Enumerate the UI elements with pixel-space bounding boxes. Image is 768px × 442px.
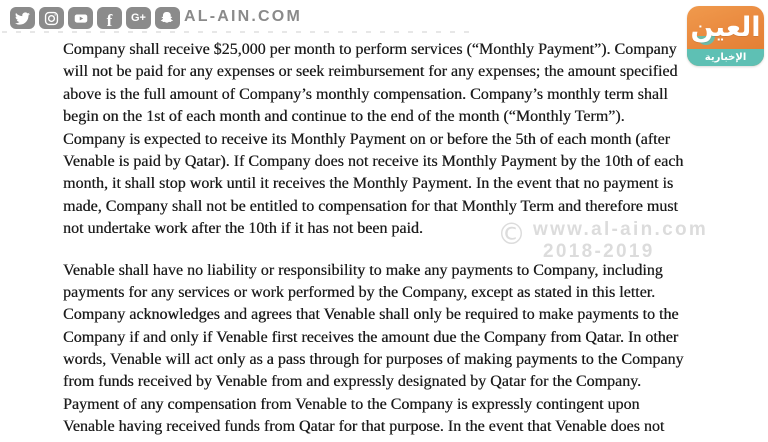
twitter-bird-glyph bbox=[15, 11, 30, 26]
doc-line: Venable is paid by Qatar). If Company does not receive its Monthly Payment by the 10th of each bbox=[63, 152, 684, 170]
logo-banner-text: الإخبارية bbox=[687, 49, 764, 66]
document-paragraph-2 bbox=[63, 260, 723, 439]
facebook-icon[interactable] bbox=[97, 7, 122, 29]
doc-line: Venable having received funds from Qatar for that purpose. In the event that Venable does not bbox=[63, 418, 665, 436]
doc-line: above is the full amount of Company’s monthly compensation. Company’s monthly term shall bbox=[63, 85, 668, 103]
doc-line: Company is expected to receive its Monthly Payment on or before the 5th of each month (after bbox=[63, 130, 670, 148]
doc-line: Company acknowledges and agrees that Venable shall only be required to make payments to the bbox=[63, 306, 679, 324]
snapchat-icon[interactable] bbox=[155, 7, 180, 29]
scanned-document bbox=[63, 39, 723, 439]
doc-line: made, Company shall not be entitled to compensation for that Monthly Term and therefore must bbox=[63, 197, 678, 215]
doc-line: Venable shall have no liability or responsibility to make any payments to Company, including bbox=[63, 261, 663, 279]
doc-line: not undertake work after the 10th if it has not been paid. bbox=[63, 220, 423, 238]
doc-line: words, Venable will act only as a pass through for purposes of making payments to the Company bbox=[63, 351, 684, 369]
copyright-icon: © bbox=[497, 217, 526, 251]
scan-artifact bbox=[2, 31, 478, 33]
doc-line: begin on the 1st of each month and continue to the end of the month (“Monthly Term”). bbox=[63, 108, 625, 126]
instagram-icon[interactable] bbox=[39, 7, 64, 29]
site-wordmark: AL-AIN.COM bbox=[184, 8, 302, 25]
doc-line: Company if and only if Venable first receives the amount due the Company from Qatar. In other bbox=[63, 328, 679, 346]
logo-arabic-wordmark: العين bbox=[690, 12, 761, 43]
instagram-camera-glyph bbox=[44, 11, 59, 26]
youtube-play-glyph bbox=[73, 11, 89, 26]
doc-line: Company shall receive $25,000 per month to perform services (“Monthly Payment”). Company bbox=[63, 41, 677, 58]
doc-line: will not be paid for any expenses or seek reimbursement for any expenses; the amount specified bbox=[63, 63, 678, 81]
youtube-icon[interactable] bbox=[68, 7, 93, 29]
snapchat-ghost-glyph bbox=[160, 11, 175, 26]
google-plus-icon[interactable] bbox=[126, 7, 151, 29]
watermark-url: www.al-ain.com bbox=[533, 219, 709, 240]
doc-line: month, it shall stop work until it receives the Monthly Payment. In the event that no payment is bbox=[63, 175, 674, 193]
facebook-f-glyph: f bbox=[106, 11, 113, 29]
social-icon-row bbox=[10, 7, 180, 29]
doc-line: Payment of any compensation from Venable to the Company is expressly contingent upon bbox=[63, 395, 640, 413]
google-plus-glyph: G+ bbox=[131, 12, 146, 24]
document-paragraph-1 bbox=[63, 39, 723, 241]
doc-line: payments for any services or work performed by the Company, except as stated in this letter. bbox=[63, 283, 656, 301]
watermark-years: 2018-2019 bbox=[543, 241, 655, 262]
twitter-icon[interactable] bbox=[10, 7, 35, 29]
doc-line: from funds received by Venable from and expressly designated by Qatar for the Company. bbox=[63, 373, 642, 391]
